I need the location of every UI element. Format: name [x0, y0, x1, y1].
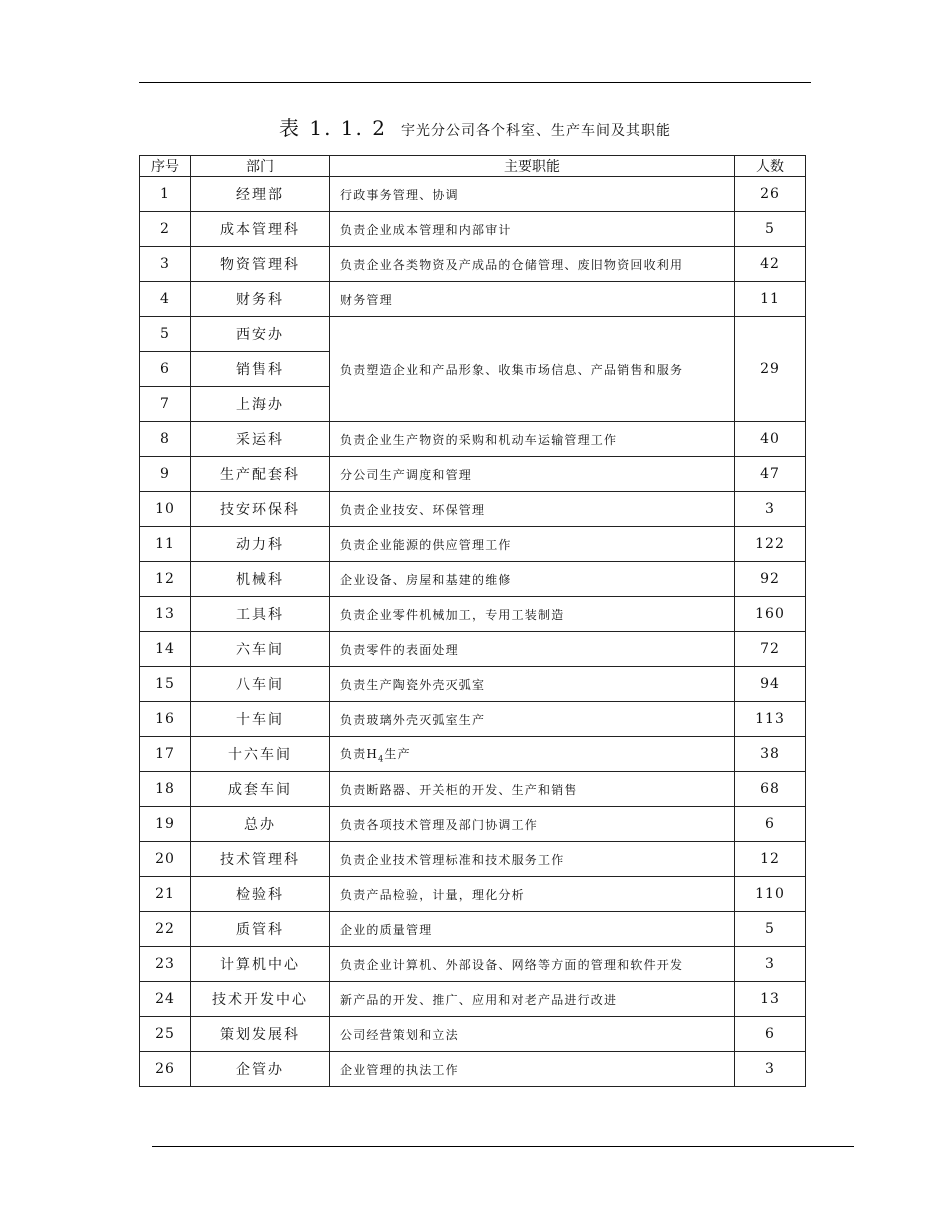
row-dept: 十六车间 [191, 737, 330, 772]
table-row [140, 842, 806, 877]
row-dept: 六车间 [191, 632, 330, 667]
row-no: 12 [140, 562, 191, 597]
row-dept: 计算机中心 [191, 947, 330, 982]
row-count: 122 [735, 527, 806, 562]
table-row [140, 562, 806, 597]
table-row [140, 1052, 806, 1087]
row-count: 47 [735, 457, 806, 492]
row-dept: 企管办 [191, 1052, 330, 1087]
row-function [330, 737, 735, 772]
subscript-text: 4 [378, 754, 385, 764]
row-count: 160 [735, 597, 806, 632]
header-no: 序号 [140, 156, 191, 177]
row-dept: 成本管理科 [191, 212, 330, 247]
row-no: 8 [140, 422, 191, 457]
row-dept: 成套车间 [191, 772, 330, 807]
row-no: 15 [140, 667, 191, 702]
row-count: 92 [735, 562, 806, 597]
caption-text: 宇光分公司各个科室、生产车间及其职能 [400, 123, 671, 139]
row-function: 企业设备、房屋和基建的维修 [330, 562, 735, 597]
department-table [139, 155, 806, 1087]
table-row [140, 912, 806, 947]
row-no: 10 [140, 492, 191, 527]
row-dept: 质管科 [191, 912, 330, 947]
row-function: 负责企业成本管理和内部审计 [330, 212, 735, 247]
row-no: 7 [140, 387, 191, 422]
row-dept: 八车间 [191, 667, 330, 702]
row-dept: 技术开发中心 [191, 982, 330, 1017]
row-dept: 物资管理科 [191, 247, 330, 282]
row-dept: 检验科 [191, 877, 330, 912]
row-function: 负责企业计算机、外部设备、网络等方面的管理和软件开发 [330, 947, 735, 982]
table-row [140, 702, 806, 737]
table-row [140, 317, 806, 352]
row-dept: 机械科 [191, 562, 330, 597]
row-no: 21 [140, 877, 191, 912]
row-dept: 工具科 [191, 597, 330, 632]
row-count: 3 [735, 492, 806, 527]
row-count: 3 [735, 947, 806, 982]
row-no: 2 [140, 212, 191, 247]
table-caption [0, 112, 950, 141]
row-dept: 技安环保科 [191, 492, 330, 527]
row-no: 9 [140, 457, 191, 492]
row-function: 负责企业零件机械加工，专用工装制造 [330, 597, 735, 632]
table-row [140, 807, 806, 842]
row-function: 新产品的开发、推广、应用和对老产品进行改进 [330, 982, 735, 1017]
row-function: 负责企业各类物资及产成品的仓储管理、废旧物资回收利用 [330, 247, 735, 282]
row-count: 113 [735, 702, 806, 737]
row-function: 负责企业生产物资的采购和机动车运输管理工作 [330, 422, 735, 457]
row-count-merged: 29 [735, 317, 806, 422]
caption-number: 表 1. 1. 2 [279, 116, 387, 140]
row-function: 行政事务管理、协调 [330, 177, 735, 212]
function-text: 负责H [340, 746, 379, 761]
row-no: 11 [140, 527, 191, 562]
row-dept: 十车间 [191, 702, 330, 737]
table-row [140, 772, 806, 807]
row-function: 财务管理 [330, 282, 735, 317]
row-count: 12 [735, 842, 806, 877]
row-count: 72 [735, 632, 806, 667]
row-no: 1 [140, 177, 191, 212]
table-row [140, 527, 806, 562]
row-function: 负责企业能源的供应管理工作 [330, 527, 735, 562]
row-dept: 策划发展科 [191, 1017, 330, 1052]
row-no: 13 [140, 597, 191, 632]
row-function: 负责生产陶瓷外壳灭弧室 [330, 667, 735, 702]
table-row [140, 737, 806, 772]
header-count: 人数 [735, 156, 806, 177]
row-count: 6 [735, 807, 806, 842]
row-no: 20 [140, 842, 191, 877]
row-count: 3 [735, 1052, 806, 1087]
header-function: 主要职能 [330, 156, 735, 177]
row-no: 23 [140, 947, 191, 982]
row-function: 公司经营策划和立法 [330, 1017, 735, 1052]
row-dept: 生产配套科 [191, 457, 330, 492]
row-no: 6 [140, 352, 191, 387]
table-row [140, 1017, 806, 1052]
row-count: 11 [735, 282, 806, 317]
row-no: 26 [140, 1052, 191, 1087]
table-row [140, 877, 806, 912]
function-text: 生产 [384, 746, 411, 761]
row-count: 40 [735, 422, 806, 457]
table-header-row [140, 156, 806, 177]
row-function: 负责各项技术管理及部门协调工作 [330, 807, 735, 842]
table-row [140, 247, 806, 282]
row-no: 19 [140, 807, 191, 842]
row-count: 13 [735, 982, 806, 1017]
row-function: 负责企业技安、环保管理 [330, 492, 735, 527]
table-row [140, 422, 806, 457]
table-row [140, 982, 806, 1017]
row-function: 负责玻璃外壳灭弧室生产 [330, 702, 735, 737]
row-dept: 销售科 [191, 352, 330, 387]
row-no: 16 [140, 702, 191, 737]
row-no: 5 [140, 317, 191, 352]
table-row [140, 947, 806, 982]
row-count: 5 [735, 912, 806, 947]
table-row [140, 597, 806, 632]
row-function: 负责断路器、开关柜的开发、生产和销售 [330, 772, 735, 807]
row-function: 负责企业技术管理标准和技术服务工作 [330, 842, 735, 877]
row-dept: 采运科 [191, 422, 330, 457]
row-count: 26 [735, 177, 806, 212]
footer-rule [152, 1146, 854, 1147]
row-function-merged: 负责塑造企业和产品形象、收集市场信息、产品销售和服务 [330, 317, 735, 422]
row-dept: 总办 [191, 807, 330, 842]
row-no: 3 [140, 247, 191, 282]
row-no: 14 [140, 632, 191, 667]
row-no: 17 [140, 737, 191, 772]
row-function: 负责产品检验，计量，理化分析 [330, 877, 735, 912]
header-dept: 部门 [191, 156, 330, 177]
table-row [140, 282, 806, 317]
row-count: 5 [735, 212, 806, 247]
row-count: 42 [735, 247, 806, 282]
row-dept: 动力科 [191, 527, 330, 562]
table-row [140, 492, 806, 527]
row-function: 分公司生产调度和管理 [330, 457, 735, 492]
table-row [140, 177, 806, 212]
row-count: 38 [735, 737, 806, 772]
row-count: 6 [735, 1017, 806, 1052]
row-function: 企业管理的执法工作 [330, 1052, 735, 1087]
row-dept: 经理部 [191, 177, 330, 212]
row-dept: 西安办 [191, 317, 330, 352]
row-count: 68 [735, 772, 806, 807]
row-dept: 技术管理科 [191, 842, 330, 877]
header-rule [139, 82, 811, 83]
row-function: 企业的质量管理 [330, 912, 735, 947]
row-dept: 上海办 [191, 387, 330, 422]
row-no: 24 [140, 982, 191, 1017]
row-no: 22 [140, 912, 191, 947]
table-row [140, 667, 806, 702]
row-no: 25 [140, 1017, 191, 1052]
table-row [140, 212, 806, 247]
table-row [140, 632, 806, 667]
row-count: 94 [735, 667, 806, 702]
table-row [140, 457, 806, 492]
row-count: 110 [735, 877, 806, 912]
row-no: 18 [140, 772, 191, 807]
row-function: 负责零件的表面处理 [330, 632, 735, 667]
row-dept: 财务科 [191, 282, 330, 317]
row-no: 4 [140, 282, 191, 317]
